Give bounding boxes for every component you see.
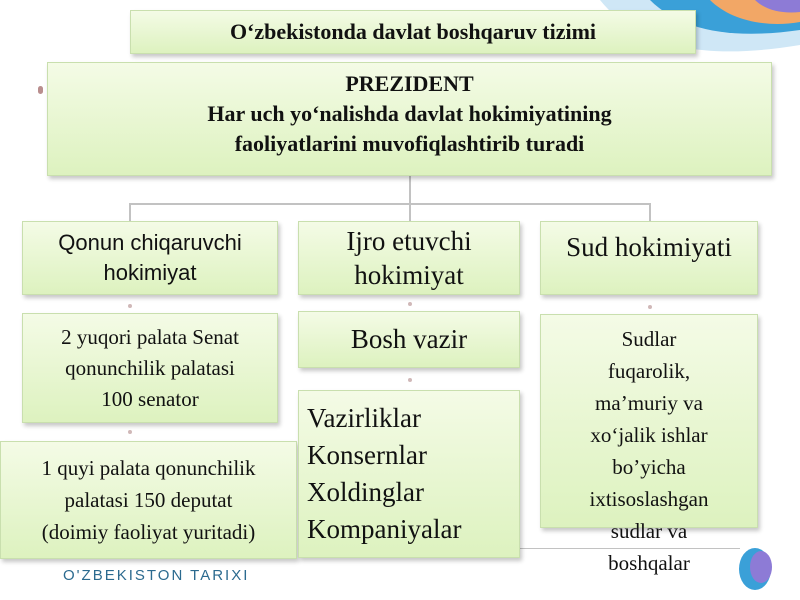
connector-dot <box>128 430 132 434</box>
organization-item: Kompaniyalar <box>307 514 462 544</box>
organization-item: Vazirliklar <box>307 403 421 433</box>
lower-house-line: palatasi 150 deputat <box>64 488 233 512</box>
courts-line: ma’muriy va <box>595 391 703 415</box>
diagram-title-box <box>130 10 696 54</box>
diagram-title: O‘zbekistonda davlat boshqaruv tizimi <box>229 19 597 44</box>
executive-title-line2: hokimiyat <box>354 260 464 290</box>
connector-president-stem <box>409 176 411 204</box>
courts-line: fuqarolik, <box>607 359 691 383</box>
prime-minister-box <box>298 311 520 368</box>
president-box <box>47 62 772 176</box>
legislative-title-line1: Qonun chiqaruvchi <box>58 230 242 255</box>
bullet-dot <box>38 86 43 94</box>
courts-line: Sudlar <box>621 327 677 351</box>
executive-title-line1: Ijro etuvchi <box>346 226 472 256</box>
courts-line: sudlar va <box>610 519 688 543</box>
courts-box <box>540 314 758 575</box>
president-description-line2: faoliyatlarini muvofiqlashtirib turadi <box>234 131 585 156</box>
connector-judicial-drop <box>649 203 651 221</box>
prime-minister-label: Bosh vazir <box>350 324 468 354</box>
organization-item: Konsernlar <box>307 440 427 470</box>
courts-line: ixtisoslashgan <box>589 487 709 511</box>
executive-organizations-box <box>298 390 520 558</box>
president-heading: PREZIDENT <box>345 71 474 96</box>
lower-house-box <box>0 441 297 559</box>
lower-house-line: (doimiy faoliyat yuritadi) <box>41 520 256 544</box>
courts-line: xo‘jalik ishlar <box>590 423 708 447</box>
courts-line: boshqalar <box>608 551 690 575</box>
judicial-title: Sud hokimiyati <box>566 232 732 262</box>
senate-line: qonunchilik palatasi <box>65 355 235 380</box>
connector-dot <box>648 305 652 309</box>
president-description-line1: Har uch yo‘nalishda davlat hokimiyatining <box>207 101 612 126</box>
organization-item: Xoldinglar <box>307 477 424 507</box>
connector-branches-horizontal <box>130 203 650 205</box>
connector-dot <box>408 302 412 306</box>
connector-dot <box>128 304 132 308</box>
legislative-title-line2: hokimiyat <box>103 260 197 285</box>
senate-line: 2 yuqori palata Senat <box>61 324 239 349</box>
lower-house-line: 1 quyi palata qonunchilik <box>41 456 256 480</box>
connector-executive-drop <box>409 203 411 221</box>
executive-branch-box <box>298 221 520 295</box>
senate-line: 100 senator <box>101 386 199 411</box>
legislative-branch-box <box>22 221 278 295</box>
senate-box <box>22 313 278 423</box>
connector-legislative-drop <box>129 203 131 221</box>
footer-label: O'ZBEKISTON TARIXI <box>63 567 250 584</box>
courts-line: bo’yicha <box>612 455 686 479</box>
judicial-branch-box <box>540 221 758 295</box>
connector-dot <box>408 378 412 382</box>
